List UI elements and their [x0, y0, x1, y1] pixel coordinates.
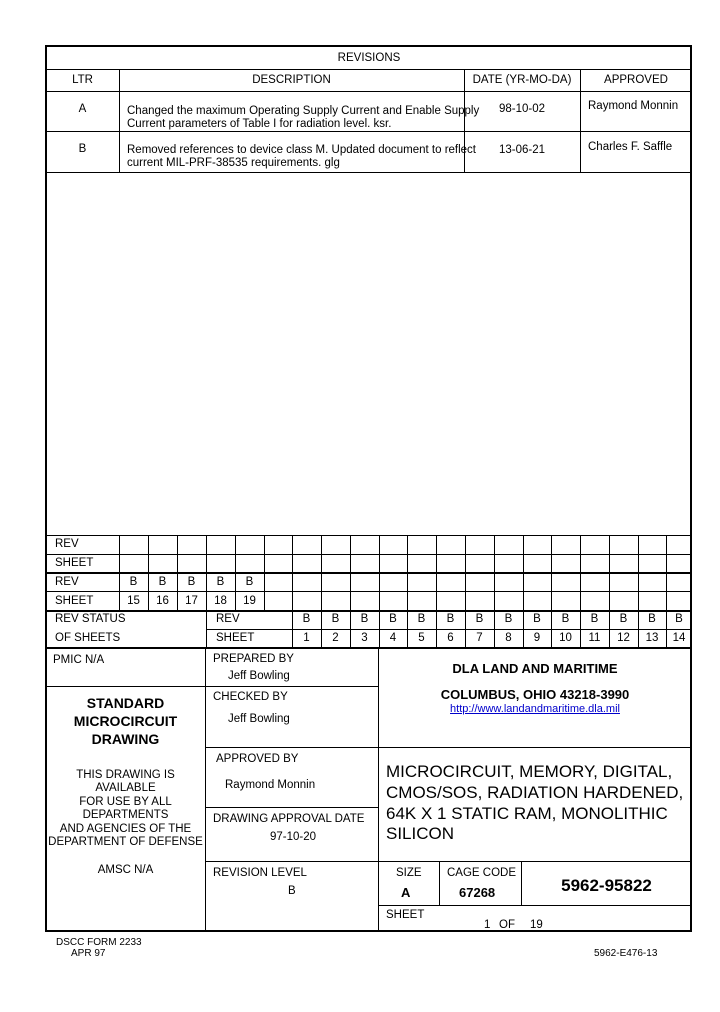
sheet-cell-17: 17 — [185, 595, 198, 607]
main-sheet-10: 10 — [559, 632, 572, 644]
divider — [46, 610, 692, 612]
availability-line-1: THIS DRAWING IS — [76, 769, 175, 781]
sheet-cell-18: 18 — [214, 595, 227, 607]
size-label: SIZE — [396, 867, 422, 879]
divider — [206, 629, 692, 630]
grid-column-line — [350, 535, 351, 647]
main-sheet-8: 8 — [505, 632, 512, 644]
approved-header: APPROVED — [604, 74, 668, 86]
main-sheet-3: 3 — [361, 632, 368, 644]
divider — [46, 647, 692, 649]
grid-column-line — [465, 535, 466, 647]
approved-by-label: APPROVED BY — [216, 753, 299, 765]
main-sheet-5: 5 — [418, 632, 425, 644]
agency-url-wrap — [378, 703, 692, 716]
main-sheet-1: 1 — [303, 632, 310, 644]
agency-url-link[interactable]: http://www.landandmaritime.dla.mil — [450, 703, 620, 715]
rev-row-a-date: 98-10-02 — [498, 103, 546, 115]
grid-column-line — [666, 535, 667, 647]
form-date: APR 97 — [71, 948, 106, 959]
grid-column-line — [580, 535, 581, 647]
divider — [439, 861, 440, 905]
divider — [119, 69, 120, 172]
title-line-4: SILICON — [386, 824, 455, 843]
divider — [46, 554, 692, 555]
approval-date-label: DRAWING APPROVAL DATE — [213, 813, 365, 825]
main-rev-8: B — [504, 613, 513, 625]
revision-level: B — [288, 885, 296, 897]
main-sheet-9: 9 — [533, 632, 541, 644]
sheet-cell-19: 19 — [243, 595, 256, 607]
main-sheet-7: 7 — [476, 632, 483, 644]
ltr-header: LTR — [72, 74, 93, 86]
title-line-1: MICROCIRCUIT, MEMORY, DIGITAL, — [386, 762, 673, 781]
rev-label-2: REV — [55, 576, 79, 588]
availability-line-4: DEPARTMENTS — [82, 809, 169, 821]
main-rev-5: B — [417, 613, 426, 625]
rev-row-a-ltr: A — [78, 103, 87, 115]
approved-by-name: Raymond Monnin — [225, 779, 316, 791]
agency-name: DLA LAND AND MARITIME — [452, 661, 618, 676]
main-sheet-4: 4 — [389, 632, 397, 644]
sheet-total: 19 — [530, 919, 543, 931]
amsc-label: AMSC N/A — [97, 864, 154, 876]
main-rev-10: B — [561, 613, 570, 625]
grid-column-line — [407, 535, 408, 647]
size-value: A — [401, 885, 411, 900]
availability-line-2: AVAILABLE — [95, 782, 156, 794]
main-rev-3: B — [360, 613, 369, 625]
prepared-by-label: PREPARED BY — [213, 653, 294, 665]
divider — [46, 572, 692, 574]
sheet-cell-15: 15 — [127, 595, 140, 607]
divider — [205, 807, 378, 808]
microcircuit-label: MICROCIRCUIT — [73, 713, 178, 729]
rev-cell-16: B — [158, 576, 167, 588]
divider — [46, 535, 692, 536]
revision-level-label: REVISION LEVEL — [213, 867, 307, 879]
rev-cell-19: B — [245, 576, 254, 588]
agency-city: COLUMBUS, OHIO 43218-3990 — [440, 687, 630, 702]
rev-label-main: REV — [216, 613, 240, 625]
availability-line-3: FOR USE BY ALL — [79, 796, 172, 808]
main-rev-7: B — [475, 613, 484, 625]
rev-row-a-approved: Raymond Monnin — [588, 100, 679, 112]
approval-date: 97-10-20 — [270, 831, 317, 843]
sheet-cell-16: 16 — [156, 595, 169, 607]
prepared-by-name: Jeff Bowling — [228, 670, 290, 682]
main-rev-13: B — [648, 613, 656, 625]
grid-column-line — [436, 535, 437, 647]
rev-row-b-approved: Charles F. Saffle — [588, 141, 673, 153]
main-rev-2: B — [331, 613, 340, 625]
grid-column-line — [379, 535, 380, 647]
main-rev-6: B — [446, 613, 455, 625]
checked-by-label: CHECKED BY — [213, 691, 288, 703]
rev-row-b-ltr: B — [78, 143, 87, 155]
rev-row-b-desc-1: Removed references to device class M. Updated document to reflect — [127, 144, 477, 156]
rev-row-b-desc-2: current MIL-PRF-38535 requirements. glg — [127, 157, 340, 169]
divider — [46, 91, 692, 92]
divider — [46, 131, 692, 132]
sheet-number: 1 — [484, 919, 491, 931]
main-sheet-13: 13 — [645, 632, 659, 644]
rev-label-1: REV — [55, 538, 79, 550]
divider — [46, 591, 692, 592]
document-code: 5962-E476-13 — [594, 948, 658, 959]
divider — [205, 747, 378, 748]
cage-code-label: CAGE CODE — [447, 867, 517, 879]
grid-column-line — [292, 535, 293, 647]
divider — [46, 69, 692, 70]
rev-row-a-desc-2: Current parameters of Table I for radiation level. ksr. — [127, 118, 392, 130]
sheet-label-main: SHEET — [216, 632, 255, 644]
main-sheet-14: 14 — [672, 632, 686, 644]
title-line-3: 64K X 1 STATIC RAM, MONOLITHIC — [386, 804, 668, 823]
rev-cell-17: B — [187, 576, 196, 588]
main-sheet-12: 12 — [617, 632, 630, 644]
pmic-label: PMIC N/A — [53, 654, 105, 666]
divider — [206, 610, 207, 647]
grid-column-line — [523, 535, 524, 647]
standard-label: STANDARD — [86, 695, 165, 711]
divider — [46, 686, 205, 687]
main-sheet-11: 11 — [588, 632, 601, 644]
grid-column-line — [264, 535, 265, 610]
rev-row-b-date: 13-06-21 — [498, 144, 546, 156]
form-number: DSCC FORM 2233 — [56, 937, 142, 948]
grid-column-line — [638, 535, 639, 647]
of-sheets-label: OF SHEETS — [55, 632, 121, 644]
sheet-label-1: SHEET — [55, 557, 94, 569]
sheet-label-2: SHEET — [55, 595, 94, 607]
date-header: DATE (YR-MO-DA) — [472, 74, 572, 86]
divider — [205, 686, 378, 687]
description-header: DESCRIPTION — [252, 74, 331, 86]
divider — [378, 905, 692, 906]
grid-column-line — [321, 535, 322, 647]
rev-row-a-desc-1: Changed the maximum Operating Supply Current and Enable Supply — [127, 105, 480, 117]
main-rev-4: B — [389, 613, 397, 625]
main-rev-14: B — [675, 613, 683, 625]
main-rev-1: B — [302, 613, 311, 625]
checked-by-name: Jeff Bowling — [228, 713, 290, 725]
divider — [46, 172, 692, 173]
main-sheet-6: 6 — [447, 632, 454, 644]
divider — [378, 747, 692, 748]
main-rev-12: B — [619, 613, 628, 625]
divider — [205, 861, 692, 862]
sheet-label: SHEET — [386, 909, 425, 921]
grid-column-line — [551, 535, 552, 647]
main-rev-9: B — [533, 613, 541, 625]
main-rev-11: B — [590, 613, 599, 625]
revisions-title: REVISIONS — [337, 52, 401, 64]
grid-column-line — [609, 535, 610, 647]
rev-status-label: REV STATUS — [55, 613, 126, 625]
divider — [580, 69, 581, 172]
divider — [205, 647, 206, 932]
availability-line-5: AND AGENCIES OF THE — [59, 823, 192, 835]
grid-column-line — [494, 535, 495, 647]
drawing-number: 5962-95822 — [561, 876, 652, 895]
main-sheet-2: 2 — [332, 632, 339, 644]
rev-cell-18: B — [216, 576, 225, 588]
rev-cell-15: B — [129, 576, 138, 588]
availability-line-6: DEPARTMENT OF DEFENSE — [48, 836, 203, 848]
title-line-2: CMOS/SOS, RADIATION HARDENED, — [386, 783, 684, 802]
drawing-label: DRAWING — [91, 731, 160, 747]
cage-code-value: 67268 — [459, 885, 496, 900]
sheet-of-label: OF — [499, 919, 515, 931]
